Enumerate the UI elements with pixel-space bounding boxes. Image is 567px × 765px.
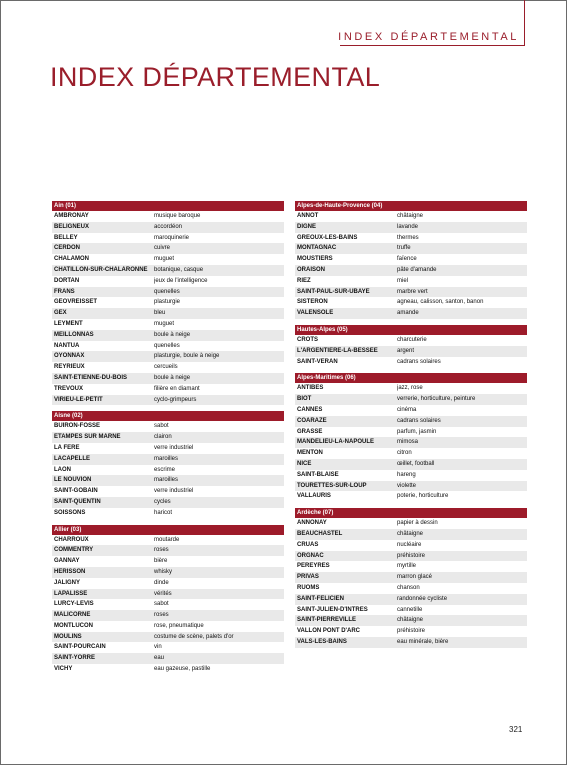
table-row [295,394,527,405]
department-rows [295,383,527,502]
department-heading: Hautes-Alpes (05) [295,325,527,335]
table-row [52,465,284,476]
table-row [52,243,284,254]
town-name: GEX [54,310,67,317]
town-name: LAPALISSE [54,590,88,597]
specialty: muguet [154,320,175,327]
table-row [295,615,527,626]
table-row [295,561,527,572]
table-row [295,551,527,562]
specialty: plasturgie [154,299,181,306]
specialty: cadrans solaires [397,417,441,424]
department-group [52,201,284,405]
table-row [52,276,284,287]
table-row [52,384,284,395]
department-heading: Alpes-Maritimes (06) [295,373,527,383]
table-row [52,535,284,546]
table-row [52,233,284,244]
town-name: HERISSON [54,568,86,575]
specialty: préhistoire [397,552,426,559]
specialty: thermes [397,234,419,241]
department-heading: Alpes-de-Haute-Provence (04) [295,201,527,211]
town-name: BEAUCHASTEL [297,530,343,537]
specialty: parfum, jasmin [397,428,437,435]
table-row [295,518,527,529]
town-name: GANNAY [54,558,80,565]
table-row [52,395,284,406]
town-name: GREOUX-LES-BAINS [297,234,358,241]
town-name: TREVOUX [54,385,84,392]
specialty: poterie, horticulture [397,493,449,500]
department-group [295,508,527,648]
town-name: BUIRON-FOSSE [54,423,101,430]
specialty: verre industriel [154,444,194,451]
specialty: botanique, casque [154,266,204,273]
town-name: DIGNE [297,223,317,230]
town-name: MONTAGNAC [297,245,337,252]
specialty: citron [397,450,412,457]
town-name: MOULINS [54,633,82,640]
specialty: bière [154,558,168,565]
specialty: filière en diamant [154,385,200,392]
town-name: NANTUA [54,342,80,349]
table-row [295,357,527,368]
table-row [52,486,284,497]
table-row [295,297,527,308]
specialty: châtaigne [397,213,424,219]
specialty: accordéon [154,223,183,230]
table-row [52,432,284,443]
specialty: escrime [154,466,176,473]
table-row [295,265,527,276]
table-row [295,335,527,346]
table-row [295,222,527,233]
table-row [52,632,284,643]
town-name: ORAISON [297,266,326,273]
table-row [52,454,284,465]
town-name: VIRIEU-LE-PETIT [54,396,103,403]
table-row [295,308,527,319]
town-name: ANTIBES [297,385,324,392]
town-name: SAINT-GOBAIN [54,488,98,495]
town-name: GEOVREISSET [54,299,98,306]
header-rule-vertical [524,0,525,45]
specialty: roses [154,547,169,554]
specialty: costume de scène, palets d'or [154,633,234,640]
specialty: amande [397,310,419,317]
specialty: chanson [397,584,420,591]
table-row [52,508,284,519]
table-row [295,594,527,605]
town-name: CHARROUX [54,536,89,543]
town-name: VALS-LES-BAINS [297,638,347,645]
specialty: cercueils [154,364,178,371]
specialty: mimosa [397,439,419,446]
department-heading: Allier (03) [52,525,284,535]
town-name: JALIGNY [54,579,81,586]
specialty: cannetille [397,606,423,613]
specialty: argent [397,347,415,354]
town-name: SAINT-BLAISE [297,471,339,478]
table-row [295,416,527,427]
town-name: VICHY [54,666,73,673]
table-row [52,556,284,567]
table-row [52,319,284,330]
town-name: SOISSONS [54,509,86,516]
town-name: LURCY-LEVIS [54,601,94,608]
table-row [295,605,527,616]
department-rows [52,211,284,405]
table-row [52,497,284,508]
town-name: SAINT-JULIEN-D'INTRES [297,606,368,613]
town-name: LAON [54,466,71,473]
specialty: eau minérale, bière [397,638,449,645]
specialty: sabot [154,423,169,430]
town-name: CERDON [54,245,81,252]
department-rows [52,535,284,675]
page-number: 321 [509,725,523,734]
specialty: cinéma [397,406,417,413]
table-row [52,610,284,621]
town-name: SAINT-POURCAIN [54,644,106,651]
specialty: préhistoire [397,628,426,635]
town-name: LEYMENT [54,320,83,327]
town-name: VALLAURIS [297,493,331,500]
town-name: FRANS [54,288,75,295]
town-name: AMBRONAY [54,213,89,219]
table-row [295,448,527,459]
specialty: muguet [154,256,175,263]
table-row [52,373,284,384]
header-rule-horizontal [340,45,525,46]
table-row [295,211,527,222]
specialty: verrerie, horticulture, peinture [397,396,476,403]
specialty: châtaigne [397,530,424,537]
specialty: myrtille [397,563,416,570]
table-row [295,437,527,448]
specialty: maroquinerie [154,234,190,241]
table-row [52,578,284,589]
town-name: SAINT-QUENTIN [54,498,101,505]
specialty: marbre vert [397,288,428,295]
table-row [295,405,527,416]
specialty: musique baroque [154,213,201,219]
running-header: INDEX DÉPARTEMENTAL [338,31,519,43]
table-row [52,297,284,308]
town-name: TOURETTES-SUR-LOUP [297,482,367,489]
town-name: CROTS [297,336,318,343]
specialty: maroilles [154,455,179,462]
town-name: LACAPELLE [54,455,90,462]
town-name: ANNONAY [297,520,327,527]
table-row [295,287,527,298]
town-name: PEREYRES [297,563,330,570]
table-row [52,287,284,298]
specialty: clairon [154,434,172,441]
table-row [295,346,527,357]
specialty: boule à neige [154,374,191,381]
town-name: CANNES [297,406,323,413]
table-row [295,243,527,254]
table-row [52,222,284,233]
town-name: MONTLUCON [54,622,93,629]
table-row [295,427,527,438]
town-name: CRUAS [297,541,319,548]
town-name: SAINT-ETIENNE-DU-BOIS [54,374,128,381]
table-row [295,626,527,637]
specialty: faïence [397,256,417,263]
table-row [52,265,284,276]
specialty: eau [154,655,165,662]
department-rows [295,211,527,319]
table-row [52,664,284,675]
table-row [52,545,284,556]
town-name: MEILLONNAS [54,331,94,338]
specialty: cycles [154,498,171,505]
table-row [52,443,284,454]
table-row [295,481,527,492]
department-heading: Ardèche (07) [295,508,527,518]
department-heading: Ain (01) [52,201,284,211]
town-name: MENTON [297,450,323,457]
specialty: marron glacé [397,574,433,581]
town-name: SAINT-PAUL-SUR-UBAYE [297,288,370,295]
town-name: PRIVAS [297,574,319,581]
specialty: vérités [154,590,172,597]
town-name: MALICORNE [54,612,91,619]
department-group [295,201,527,319]
specialty: whisky [154,568,173,575]
specialty: jazz, rose [397,385,423,392]
specialty: randonnée cycliste [397,595,448,602]
table-row [52,653,284,664]
department-group [52,411,284,518]
town-name: LE NOUVION [54,477,92,484]
town-name: COARAZE [297,417,327,424]
town-name: BELIGNEUX [54,223,90,230]
specialty: quenelles [154,288,180,295]
specialty: haricot [154,509,173,516]
table-row [52,211,284,222]
town-name: DORTAN [54,277,80,284]
specialty: sabot [154,601,169,608]
table-row [52,599,284,610]
specialty: boule à neige [154,331,191,338]
specialty: papier à dessin [397,520,438,527]
town-name: SISTERON [297,299,328,306]
table-row [295,583,527,594]
left-column [52,201,284,681]
table-row [52,254,284,265]
town-name: OYONNAX [54,353,85,360]
specialty: quenelles [154,342,180,349]
town-name: MANDELIEU-LA-NAPOULE [297,439,374,446]
town-name: VALLON PONT D'ARC [297,628,360,635]
table-row [295,383,527,394]
right-column [295,201,527,654]
specialty: vin [154,644,162,651]
specialty: rose, pneumatique [154,622,204,629]
table-row [52,362,284,373]
town-name: BIOT [297,396,312,403]
specialty: lavande [397,223,419,230]
table-row [295,637,527,648]
specialty: cadrans solaires [397,358,441,365]
table-row [295,233,527,244]
specialty: moutarde [154,536,180,543]
table-row [295,470,527,481]
table-row [52,621,284,632]
town-name: NICE [297,460,312,467]
table-row [295,254,527,265]
table-row [52,341,284,352]
page-title: INDEX DÉPARTEMENTAL [50,62,381,92]
department-group [295,325,527,367]
table-row [52,330,284,341]
table-row [52,421,284,432]
town-name: RUOMS [297,584,320,591]
specialty: nucléaire [397,541,422,548]
table-row [52,308,284,319]
town-name: BELLEY [54,234,78,241]
town-name: RIEZ [297,277,311,284]
town-name: ANNOT [297,213,319,219]
town-name: REYRIEUX [54,364,85,371]
table-row [295,459,527,470]
town-name: SAINT-YORRE [54,655,96,662]
specialty: pâte d'amande [397,266,437,273]
specialty: miel [397,277,409,284]
specialty: violette [397,482,417,489]
specialty: hareng [397,471,416,478]
specialty: verre industriel [154,488,194,495]
specialty: œillet, football [397,460,435,467]
department-rows [295,518,527,648]
town-name: ORGNAC [297,552,324,559]
specialty: cuivre [154,245,171,252]
table-row [295,491,527,502]
town-name: COMMENTRY [54,547,94,554]
specialty: truffe [397,245,411,252]
specialty: roses [154,612,169,619]
specialty: maroilles [154,477,179,484]
table-row [295,529,527,540]
specialty: cyclo-grimpeurs [154,396,197,403]
town-name: SAINT-VERAN [297,358,338,365]
specialty: eau gazeuse, pastille [154,666,211,673]
table-row [52,351,284,362]
town-name: CHALAMON [54,256,89,263]
town-name: SAINT-FELICIEN [297,595,345,602]
department-group [52,525,284,675]
town-name: VALENSOLE [297,310,334,317]
department-heading: Aisne (02) [52,411,284,421]
specialty: châtaigne [397,617,424,624]
table-row [295,540,527,551]
town-name: MOUSTIERS [297,256,333,263]
specialty: agneau, calisson, santon, banon [397,299,484,306]
town-name: LA FERE [54,444,80,451]
specialty: plasturgie, boule à neige [154,353,220,360]
table-row [295,276,527,287]
specialty: dinde [154,579,169,586]
specialty: bleu [154,310,166,317]
table-row [52,642,284,653]
specialty: jeux de l'intelligence [154,277,208,284]
town-name: SAINT-PIERREVILLE [297,617,357,624]
department-group [295,373,527,502]
specialty: charcuterie [397,336,427,343]
town-name: L'ARGENTIERE-LA-BESSEE [297,347,378,354]
town-name: ETAMPES SUR MARNE [54,434,121,441]
table-row [52,567,284,578]
table-row [52,475,284,486]
town-name: GRASSE [297,428,323,435]
table-row [295,572,527,583]
department-rows [52,421,284,518]
town-name: CHATILLON-SUR-CHALARONNE [54,266,148,273]
department-rows [295,335,527,367]
table-row [52,589,284,600]
